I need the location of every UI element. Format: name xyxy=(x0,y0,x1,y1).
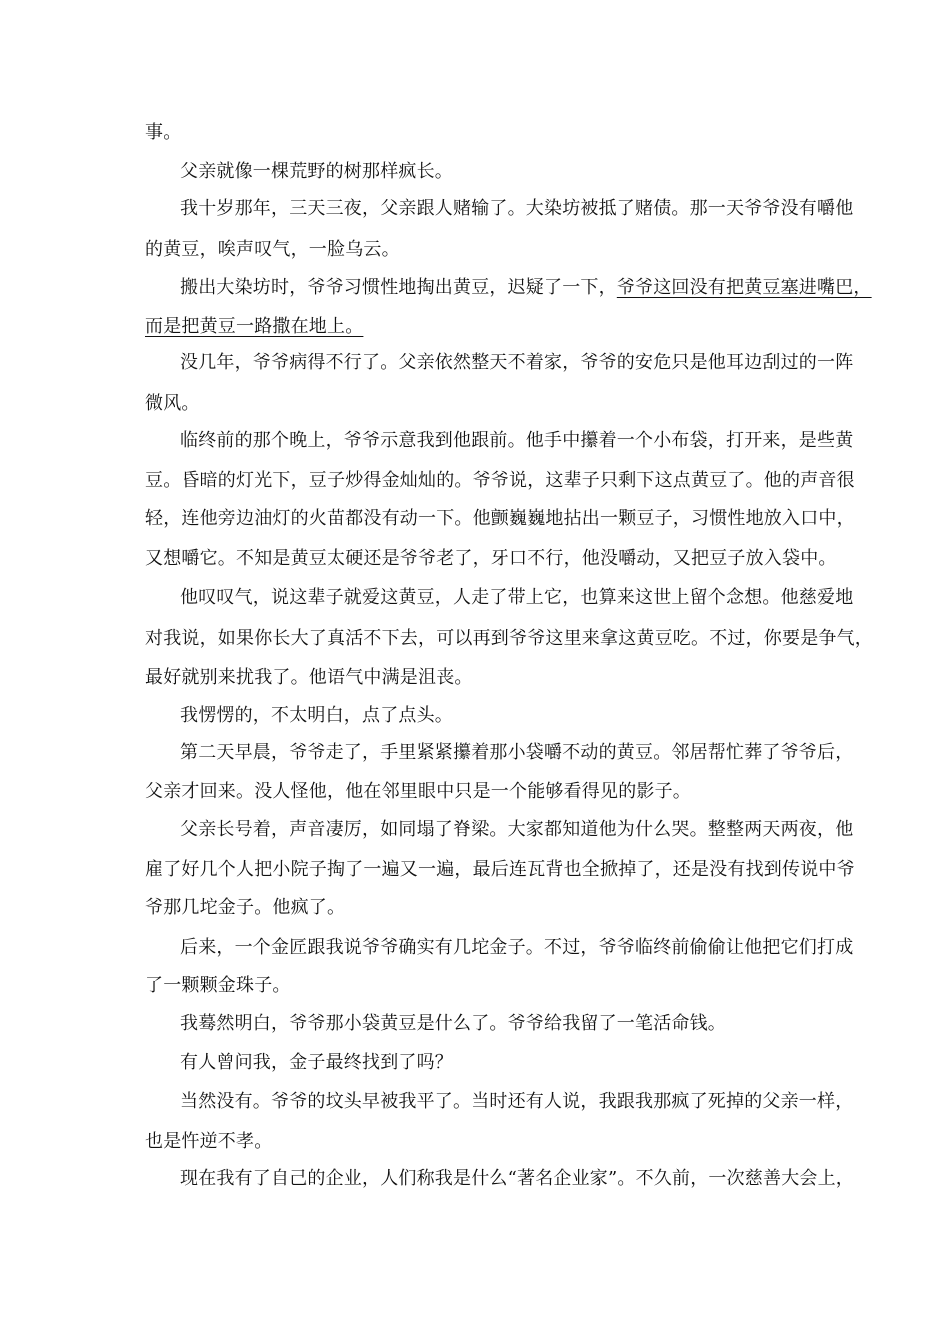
text-line xyxy=(145,238,400,262)
underlined-text: 爷爷这回没有把黄豆塞进嘴巴， xyxy=(616,277,872,298)
text-line xyxy=(180,160,453,184)
text-line xyxy=(180,197,853,221)
line-text: 最好就别来扰我了。他语气中满是沮丧。 xyxy=(145,667,473,688)
text-line xyxy=(145,469,855,493)
text-line xyxy=(145,315,363,339)
text-line xyxy=(180,704,453,728)
line-text: 父亲长号着，声音凄厉，如同塌了脊梁。大家都知道他为什么哭。整整两天两夜，他 xyxy=(180,819,854,840)
text-line xyxy=(180,351,853,375)
line-text: 轻，连他旁边油灯的火苗都没有动一下。他颤巍巍地拈出一颗豆子，习惯性地放入口中， xyxy=(145,508,855,529)
text-line xyxy=(145,547,837,571)
line-text: 现在我有了自己的企业，人们称我是什么“著名企业家”。不久前，一次慈善大会上， xyxy=(180,1168,855,1189)
line-text: 豆。昏暗的灯光下，豆子炒得金灿灿的。爷爷说，这辈子只剩下这点黄豆了。他的声音很 xyxy=(145,470,855,491)
line-text: 没几年，爷爷病得不行了。父亲依然整天不着家，爷爷的安危只是他耳边刮过的一阵 xyxy=(180,352,854,373)
text-line xyxy=(145,974,291,998)
text-line xyxy=(180,429,853,453)
line-text: 也是忤逆不孝。 xyxy=(145,1131,273,1152)
text-line xyxy=(180,586,853,610)
line-text: 后来，一个金匠跟我说爷爷确实有几坨金子。不过，爷爷临终前偷偷让他把它们打成 xyxy=(180,937,854,958)
text-line xyxy=(145,666,473,690)
text-line xyxy=(180,1012,726,1036)
line-text: 我愣愣的，不太明白，点了点头。 xyxy=(180,705,453,726)
underlined-text: 而是把黄豆一路撒在地上。 xyxy=(145,316,364,337)
text-line xyxy=(145,1130,272,1154)
line-text: 父亲就像一棵荒野的树那样疯长。 xyxy=(180,161,453,182)
line-text: 对我说，如果你长大了真活不下去，可以再到爷爷这里来拿这黄豆吃。不过，你要是争气， xyxy=(145,628,873,649)
text-line xyxy=(145,392,200,416)
line-text: 临终前的那个晚上，爷爷示意我到他跟前。他手中攥着一个小布袋，打开来，是些黄 xyxy=(180,430,854,451)
line-text: 当然没有。爷爷的坟头早被我平了。当时还有人说，我跟我那疯了死掉的父亲一样， xyxy=(180,1091,854,1112)
line-text: 父亲才回来。没人怪他，他在邻里眼中只是一个能够看得见的影子。 xyxy=(145,781,691,802)
text-line xyxy=(180,276,872,300)
line-text: 第二天早晨，爷爷走了，手里紧紧攥着那小袋嚼不动的黄豆。邻居帮忙葬了爷爷后， xyxy=(180,742,854,763)
line-text: 有人曾问我，金子最终找到了吗？ xyxy=(180,1052,453,1073)
text-line xyxy=(180,936,853,960)
line-text: 了一颗颗金珠子。 xyxy=(145,975,291,996)
line-text: 他叹叹气，说这辈子就爱这黄豆，人走了带上它，也算来这世上留个念想。他慈爱地 xyxy=(180,587,854,608)
text-line xyxy=(145,858,855,882)
text-line xyxy=(180,1090,853,1114)
text-line xyxy=(180,818,853,842)
line-text: 微风。 xyxy=(145,393,200,414)
text-line xyxy=(180,1051,453,1075)
text-line xyxy=(145,507,855,531)
text-line xyxy=(145,627,873,651)
line-text: 我蓦然明白，爷爷那小袋黄豆是什么了。爷爷给我留了一笔活命钱。 xyxy=(180,1013,726,1034)
line-text: 爷那几坨金子。他疯了。 xyxy=(145,897,346,918)
line-text: 事。 xyxy=(145,122,182,143)
line-text: 的黄豆，唉声叹气，一脸乌云。 xyxy=(145,239,400,260)
text-line xyxy=(180,1167,854,1191)
text-line xyxy=(180,741,853,765)
text-line xyxy=(145,896,345,920)
line-text: 我十岁那年，三天三夜，父亲跟人赌输了。大染坊被抵了赌债。那一天爷爷没有嚼他 xyxy=(180,198,854,219)
line-text: 又想嚼它。不知是黄豆太硬还是爷爷老了，牙口不行，他没嚼动，又把豆子放入袋中。 xyxy=(145,548,837,569)
text-line xyxy=(145,780,691,804)
text-line xyxy=(145,121,181,145)
line-text: 搬出大染坊时，爷爷习惯性地掏出黄豆，迟疑了一下， xyxy=(180,277,617,298)
line-text: 雇了好几个人把小院子掏了一遍又一遍，最后连瓦背也全掀掉了，还是没有找到传说中爷 xyxy=(145,859,855,880)
